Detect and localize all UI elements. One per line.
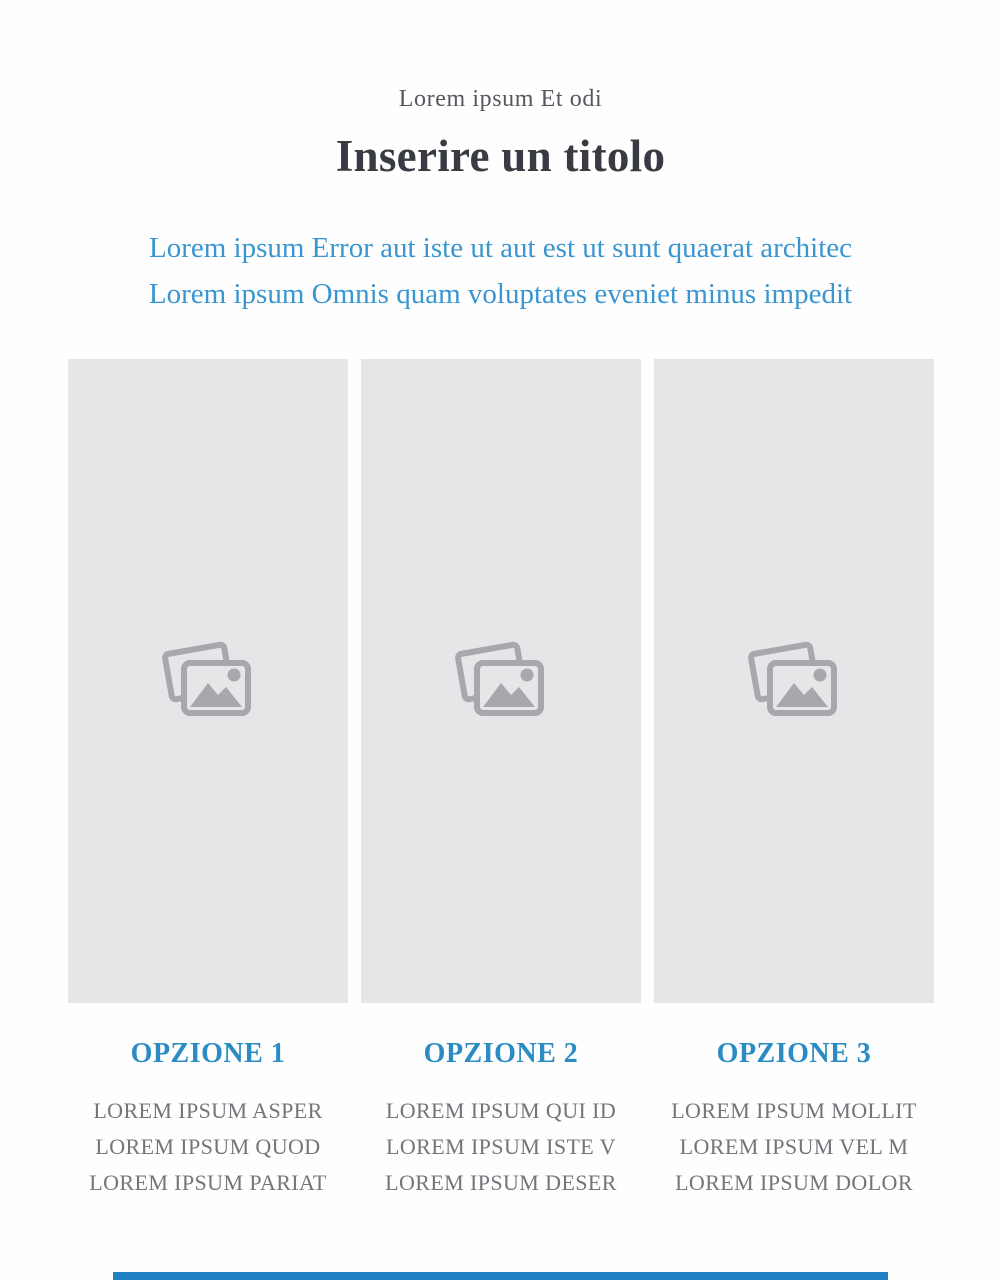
option-description-1 bbox=[89, 1093, 326, 1201]
image-placeholder-1[interactable] bbox=[68, 359, 348, 1003]
description-line: LOREM IPSUM PARIAT bbox=[89, 1170, 327, 1195]
intro-line-2: Lorem ipsum Omnis quam voluptates eveniet minus impedit bbox=[148, 278, 853, 310]
option-description-2 bbox=[385, 1093, 617, 1201]
description-line: LOREM IPSUM MOLLIT bbox=[671, 1098, 917, 1123]
option-heading-1: OPZIONE 1 bbox=[130, 1038, 286, 1069]
description-line: LOREM IPSUM ASPER bbox=[93, 1098, 323, 1123]
option-description-3 bbox=[671, 1093, 917, 1201]
image-placeholder-3[interactable] bbox=[654, 359, 934, 1003]
option-column-1 bbox=[68, 359, 348, 1201]
image-placeholder-icon bbox=[451, 637, 551, 725]
page-title: Inserire un titolo bbox=[335, 131, 666, 181]
description-line: LOREM IPSUM QUI ID bbox=[385, 1098, 617, 1123]
description-line: LOREM IPSUM DOLOR bbox=[675, 1170, 913, 1195]
options-columns bbox=[68, 359, 934, 1201]
option-heading-2: OPZIONE 2 bbox=[423, 1038, 579, 1069]
description-line: LOREM IPSUM VEL M bbox=[679, 1134, 909, 1159]
image-placeholder-icon bbox=[744, 637, 844, 725]
image-placeholder-icon bbox=[158, 637, 258, 725]
eyebrow-text: Lorem ipsum Et odi bbox=[398, 86, 603, 112]
image-placeholder-2[interactable] bbox=[361, 359, 641, 1003]
description-line: LOREM IPSUM ISTE V bbox=[386, 1134, 616, 1159]
footer-accent-bar bbox=[113, 1272, 888, 1280]
description-line: LOREM IPSUM QUOD bbox=[95, 1134, 321, 1159]
option-column-2 bbox=[361, 359, 641, 1201]
intro-line-1: Lorem ipsum Error aut iste ut aut est ut sunt quaerat architec bbox=[148, 232, 853, 264]
intro-paragraph bbox=[0, 225, 1001, 317]
option-column-3 bbox=[654, 359, 934, 1201]
description-line: LOREM IPSUM DESER bbox=[385, 1170, 617, 1195]
option-heading-3: OPZIONE 3 bbox=[716, 1038, 872, 1069]
